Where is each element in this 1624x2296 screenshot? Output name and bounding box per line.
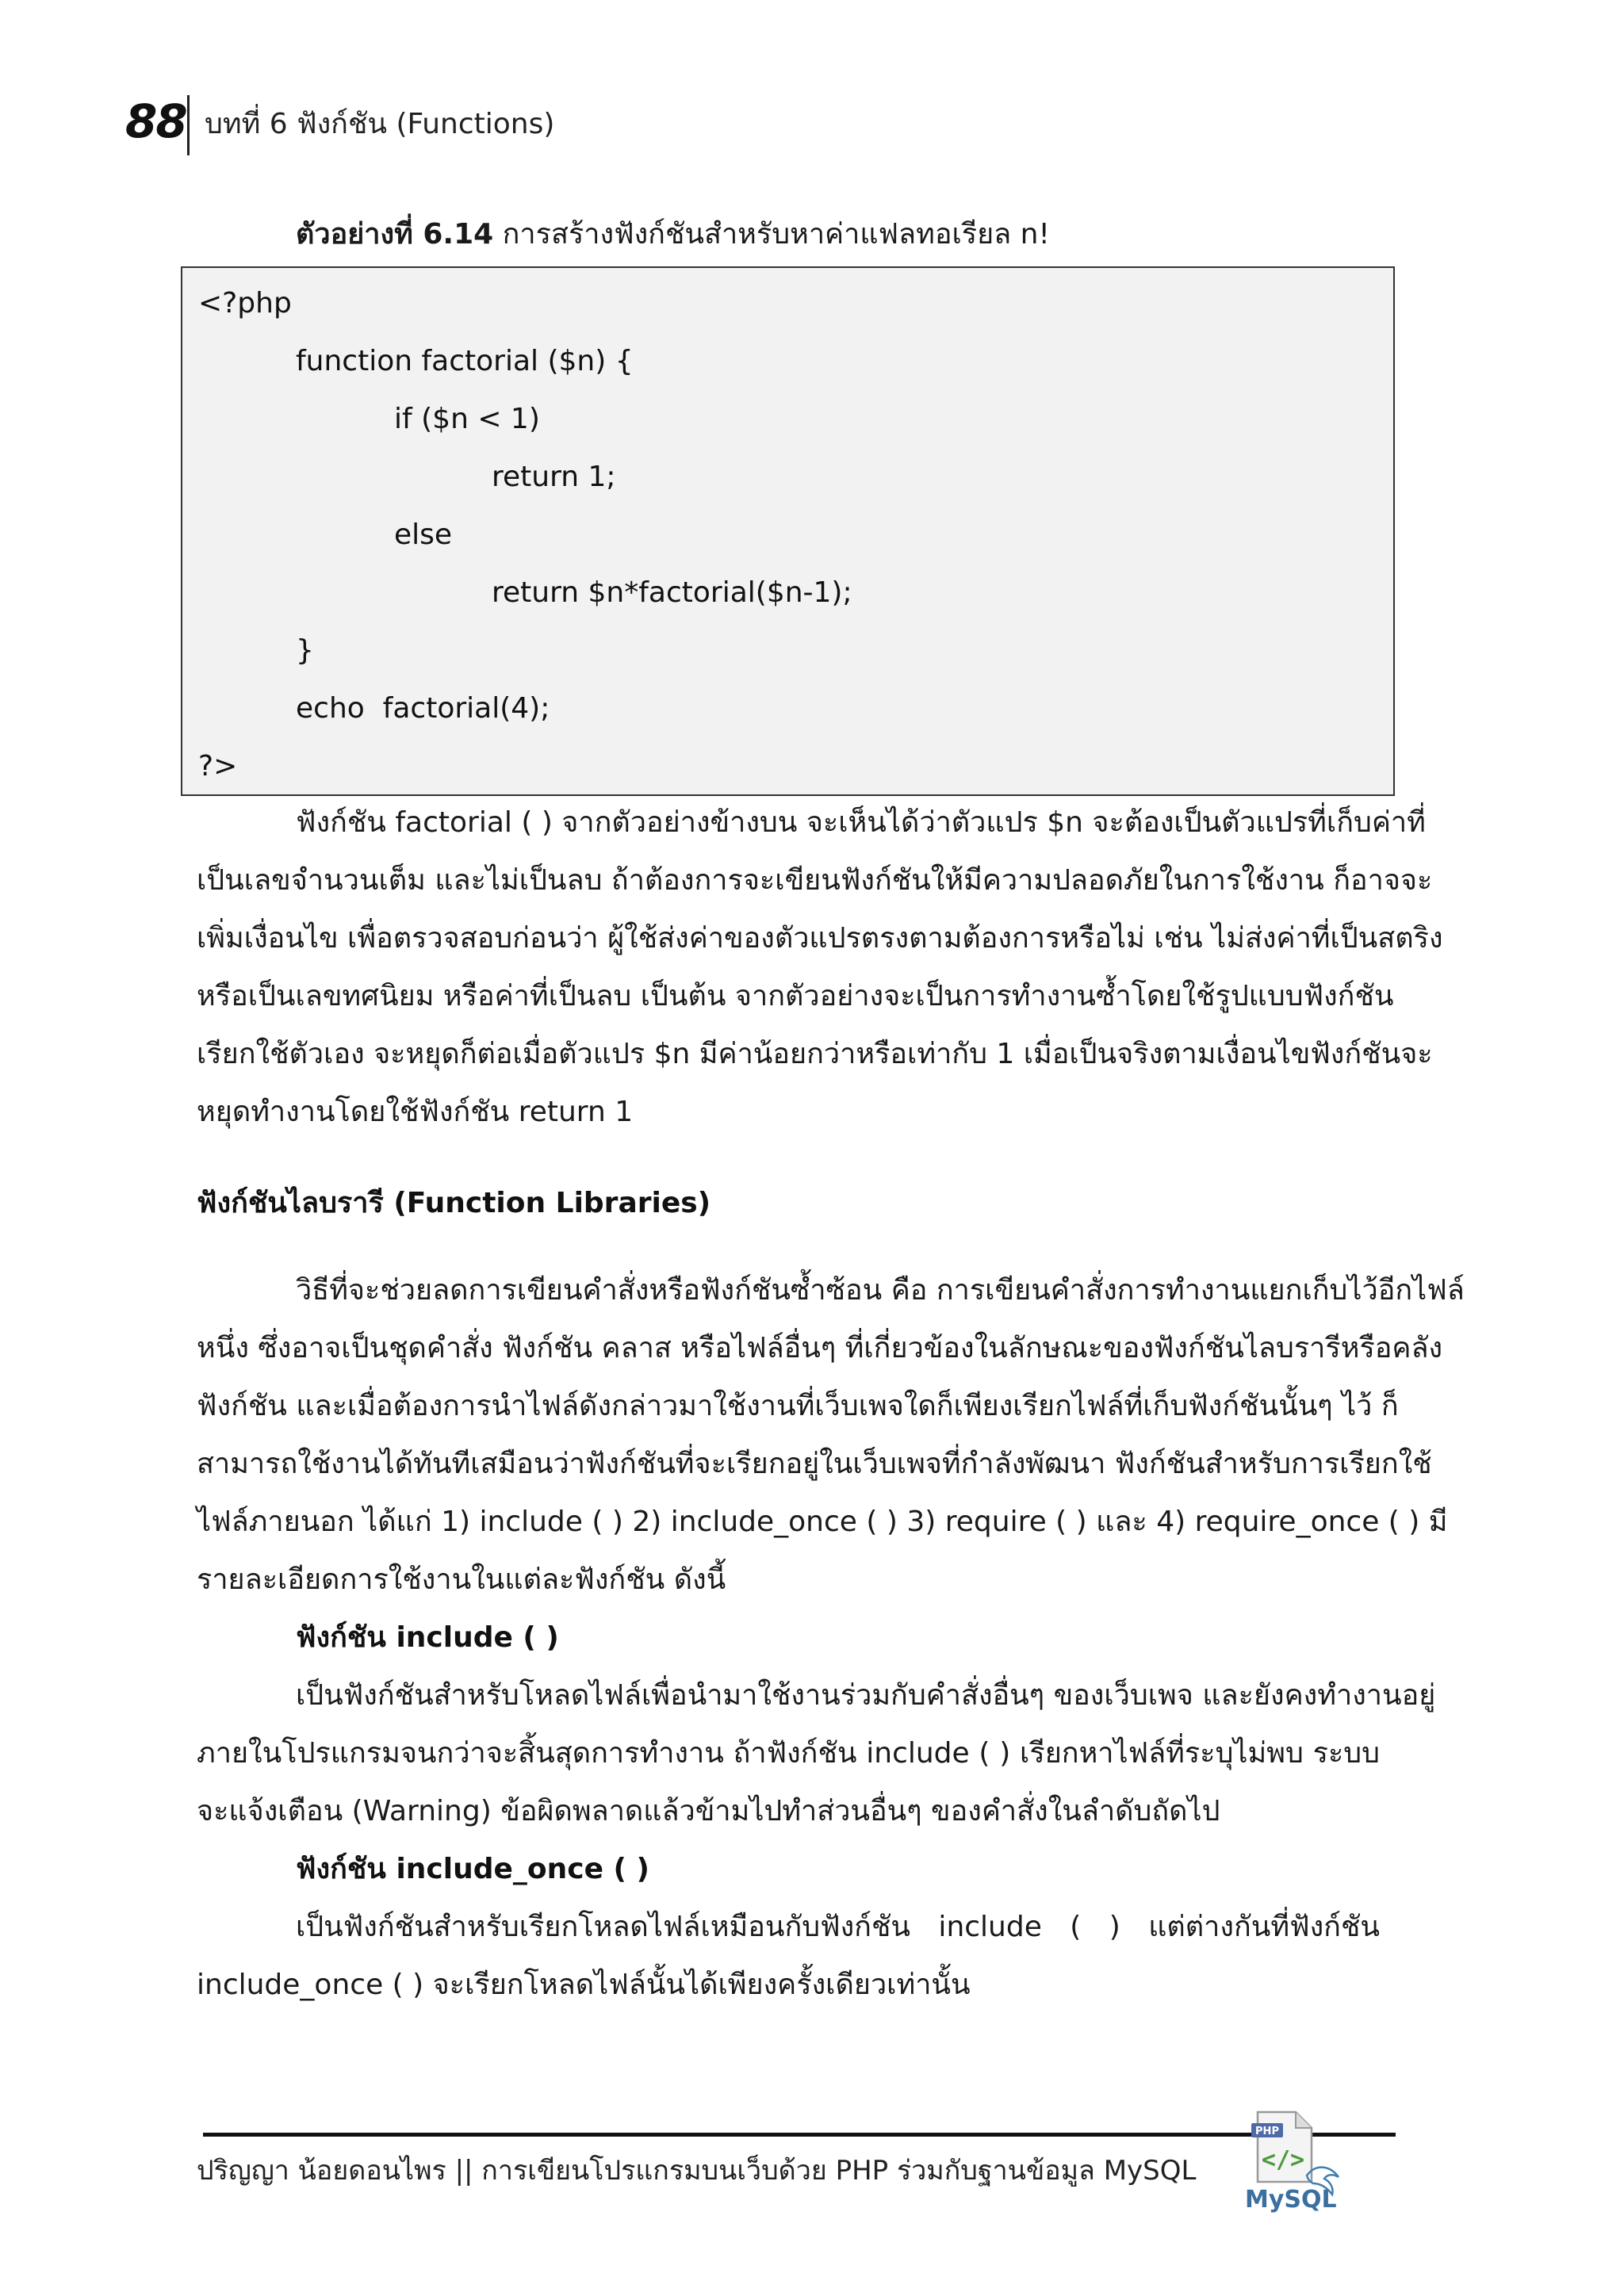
- svg-text:PHP: PHP: [1255, 2126, 1279, 2137]
- php-mysql-logo-icon: [1234, 2106, 1353, 2217]
- example-label: ตัวอย่างที่ 6.14: [296, 218, 494, 251]
- code-line: <?php: [198, 287, 292, 320]
- text-line: หรือเป็นเลขทศนิยม หรือค่าที่เป็นลบ เป็นต้น จากตัวอย่างจะเป็นการทำงานซ้ำโดยใช้รูปแบบฟังก์ชัน: [197, 980, 1394, 1012]
- text-line: เรียกใช้ตัวเอง จะหยุดก็ต่อเมื่อตัวแปร $n มีค่าน้อยกว่าหรือเท่ากับ 1 เมื่อเป็นจริงตามเงื่อนไขฟังก์ชันจะ: [197, 1038, 1433, 1070]
- example-caption-text: การสร้างฟังก์ชันสำหรับหาค่าแฟลทอเรียล n!: [493, 218, 1050, 251]
- code-line: }: [296, 634, 314, 667]
- code-line: function factorial ($n) {: [296, 345, 634, 377]
- text-line: เป็นเลขจำนวนเต็ม และไม่เป็นลบ ถ้าต้องการจะเขียนฟังก์ชันให้มีความปลอดภัยในการใช้งาน ก็อาจจะ: [197, 864, 1433, 897]
- code-line: else: [394, 519, 453, 551]
- text-line: รายละเอียดการใช้งานในแต่ละฟังก์ชัน ดังนี้: [197, 1563, 726, 1596]
- example-caption: [296, 214, 1050, 255]
- text-line: ภายในโปรแกรมจนกว่าจะสิ้นสุดการทำงาน ถ้าฟังก์ชัน include ( ) เรียกหาไฟล์ที่ระบุไม่พบ ระบบ: [197, 1737, 1380, 1770]
- chapter-title: บทที่ 6 ฟังก์ชัน (Functions): [205, 108, 555, 140]
- footer-rule: [203, 2133, 1396, 2137]
- code-line: return 1;: [492, 461, 616, 493]
- text-line: ฟังก์ชัน factorial ( ) จากตัวอย่างข้างบน จะเห็นได้ว่าตัวแปร $n จะต้องเป็นตัวแปรที่เก็บค่าที่: [296, 806, 1426, 839]
- text-line: หนึ่ง ซึ่งอาจเป็นชุดคำสั่ง ฟังก์ชัน คลาส หรือไฟล์อื่นๆ ที่เกี่ยวข้องในลักษณะของฟังก์ชันไลบรารีหรือคลัง: [197, 1332, 1443, 1364]
- text-line: ไฟล์ภายนอก ได้แก่ 1) include ( ) 2) include_once ( ) 3) require ( ) และ 4) require_once ( ) มี: [197, 1506, 1448, 1538]
- svg-text:MySQL: MySQL: [1245, 2186, 1337, 2214]
- svg-text:</>: </>: [1261, 2146, 1305, 2174]
- text-line: ฟังก์ชัน และเมื่อต้องการนำไฟล์ดังกล่าวมาใช้งานที่เว็บเพจใดก็เพียงเรียกไฟล์ที่เก็บฟังก์ชันนั้นๆ ไว้ ก็: [197, 1390, 1399, 1422]
- header-divider: [187, 95, 190, 155]
- include-heading: ฟังก์ชัน include ( ): [296, 1621, 559, 1654]
- text-line: วิธีที่จะช่วยลดการเขียนคำสั่งหรือฟังก์ชันซ้ำซ้อน คือ การเขียนคำสั่งการทำงานแยกเก็บไว้อีกไฟล์: [296, 1274, 1465, 1307]
- text-line: เป็นฟังก์ชันสำหรับโหลดไฟล์เพื่อนำมาใช้งานร่วมกับคำสั่งอื่นๆ ของเว็บเพจ และยังคงทำงานอยู่: [296, 1679, 1436, 1712]
- text-line: เพิ่มเงื่อนไข เพื่อตรวจสอบก่อนว่า ผู้ใช้ส่งค่าของตัวแปรตรงตามต้องการหรือไม่ เช่น ไม่ส่งค่าที่เป็นสตริง: [197, 922, 1443, 955]
- text-line: include_once ( ) จะเรียกโหลดไฟล์นั้นได้เพียงครั้งเดียวเท่านั้น: [197, 1969, 971, 2001]
- section-heading: ฟังก์ชันไลบรารี (Function Libraries): [197, 1187, 711, 1219]
- code-block: [181, 266, 1395, 796]
- code-line: return $n*factorial($n-1);: [492, 576, 852, 609]
- code-line: echo factorial(4);: [296, 692, 550, 725]
- text-line: เป็นฟังก์ชันสำหรับเรียกโหลดไฟล์เหมือนกับฟังก์ชัน include ( ) แต่ต่างกันที่ฟังก์ชัน: [296, 1911, 1380, 1943]
- php-mysql-logo: [1234, 2106, 1353, 2217]
- page-number: 88: [125, 94, 186, 148]
- code-line: ?>: [198, 750, 238, 783]
- text-line: จะแจ้งเตือน (Warning) ข้อผิดพลาดแล้วข้ามไปทำส่วนอื่นๆ ของคำสั่งในลำดับถัดไป: [197, 1795, 1220, 1827]
- footer-text: ปริญญา น้อยดอนไพร || การเขียนโปรแกรมบนเว็บด้วย PHP ร่วมกับฐานข้อมูล MySQL: [197, 2155, 1197, 2187]
- include-once-heading: ฟังก์ชัน include_once ( ): [296, 1853, 649, 1885]
- code-line: if ($n < 1): [394, 403, 540, 435]
- text-line: หยุดทำงานโดยใช้ฟังก์ชัน return 1: [197, 1096, 634, 1128]
- text-line: สามารถใช้งานได้ทันทีเสมือนว่าฟังก์ชันที่จะเรียกอยู่ในเว็บเพจที่กำลังพัฒนา ฟังก์ชันสำหรับการเรียกใช้: [197, 1448, 1432, 1480]
